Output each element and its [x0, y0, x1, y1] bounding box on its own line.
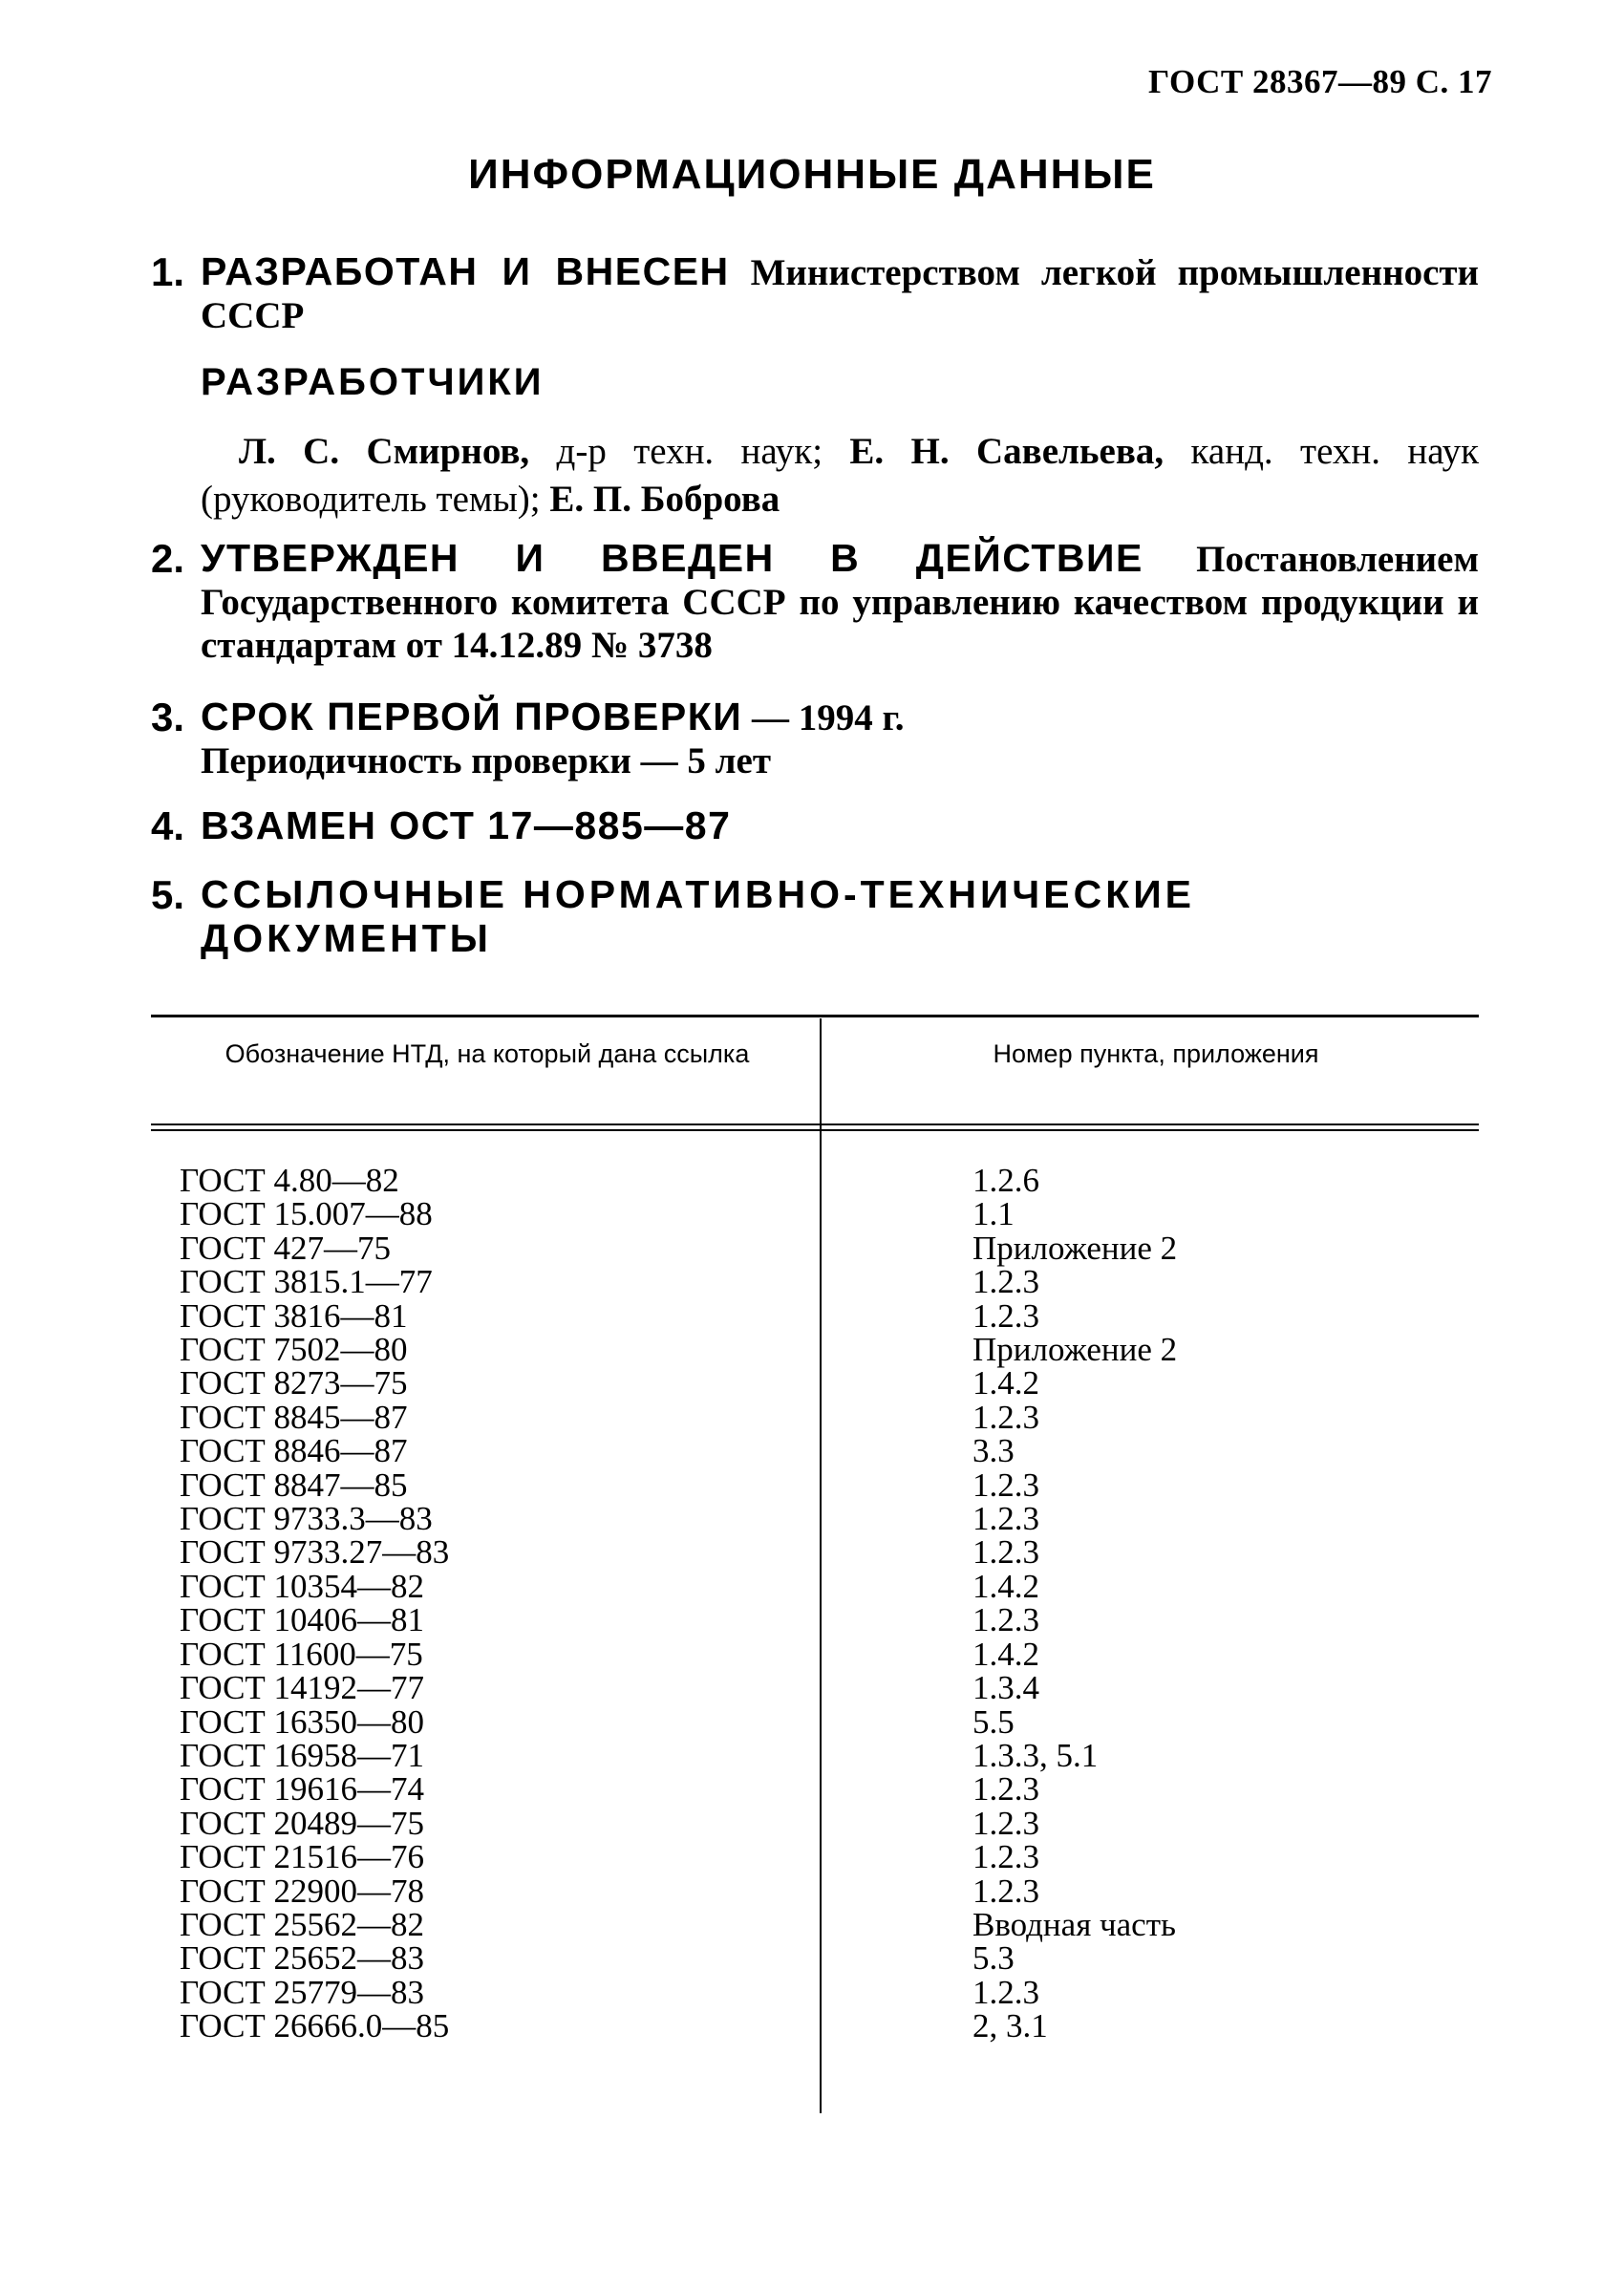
- item-heading: ССЫЛОЧНЫЕ НОРМАТИВНО-ТЕХНИЧЕСКИЕ ДОКУМЕНТЫ: [201, 872, 1196, 960]
- table-cell-clause: 1.4.2: [972, 1635, 1039, 1673]
- table-cell-clause: 1.3.4: [972, 1669, 1039, 1707]
- table-column-divider: [820, 1018, 822, 2113]
- table-cell-clause: 1.2.3: [972, 1838, 1039, 1876]
- table-cell-clause: 2, 3.1: [972, 2007, 1048, 2045]
- document-list: [180, 1164, 791, 2044]
- table-cell-clause: 1.2.3: [972, 1500, 1039, 1538]
- item-number: 2.: [151, 536, 185, 581]
- item-text: Постановлением Государственного комитета СССР по управлению качеством продукции и стандартам от 14.12.89 № 3738: [201, 539, 1480, 666]
- author-name: Л. С. Смирнов,: [239, 431, 530, 472]
- item-text: Министерством легкой промышленности СССР: [201, 252, 1480, 336]
- table-cell-clause: 1.2.3: [972, 1263, 1039, 1301]
- table-header-document: Обозначение НТД, на который дана ссылка: [224, 1039, 750, 1068]
- table-cell-clause: 3.3: [972, 1432, 1015, 1470]
- table-cell-document: ГОСТ 3815.1—77: [180, 1263, 433, 1301]
- table-cell-document: ГОСТ 20489—75: [180, 1804, 425, 1842]
- table-cell-document: ГОСТ 8847—85: [180, 1466, 408, 1504]
- item-heading: СРОК ПЕРВОЙ ПРОВЕРКИ: [201, 695, 743, 738]
- table-cell-document: ГОСТ 3816—81: [180, 1296, 408, 1335]
- page-header-code: ГОСТ 28367—89 С. 17: [1148, 63, 1492, 100]
- author-role: канд. техн. наук (руководитель темы);: [201, 431, 1480, 520]
- table-cell-clause: 1.4.2: [972, 1364, 1039, 1402]
- developers-heading: РАЗРАБОТЧИКИ: [201, 361, 545, 403]
- clause-list: [972, 1164, 1469, 2044]
- table-cell-clause: 1.2.3: [972, 1398, 1039, 1436]
- table-cell-clause: Вводная часть: [972, 1905, 1176, 1943]
- author-role: д-р техн. наук;: [556, 431, 823, 472]
- item-heading: РАЗРАБОТАН И ВНЕСЕН: [201, 249, 730, 293]
- table-cell-clause: 1.2.3: [972, 1533, 1039, 1572]
- table-cell-clause: Приложение 2: [972, 1331, 1178, 1369]
- table-cell-clause: 5.5: [972, 1702, 1015, 1741]
- table-header-clause: Номер пункта, приложения: [993, 1039, 1319, 1068]
- table-cell-document: ГОСТ 16958—71: [180, 1736, 425, 1774]
- table-cell-clause: 1.4.2: [972, 1567, 1039, 1605]
- table-cell-document: ГОСТ 25562—82: [180, 1905, 425, 1943]
- table-top-rule: [151, 1015, 1479, 1017]
- table-cell-document: ГОСТ 25779—83: [180, 1973, 425, 2011]
- table-cell-document: ГОСТ 4.80—82: [180, 1162, 399, 1199]
- table-cell-document: ГОСТ 10354—82: [180, 1567, 425, 1605]
- author-name: Е. П. Боброва: [549, 479, 780, 520]
- table-cell-document: ГОСТ 22900—78: [180, 1872, 425, 1910]
- table-cell-clause: 5.3: [972, 1939, 1015, 1978]
- table-cell-clause: Приложение 2: [972, 1229, 1178, 1267]
- item-heading: ВЗАМЕН ОСТ 17—885—87: [201, 803, 732, 847]
- table-cell-clause: 1.2.3: [972, 1872, 1039, 1910]
- info-item-2: [151, 537, 1479, 667]
- table-cell-clause: 1.3.3, 5.1: [972, 1736, 1099, 1774]
- developers-list: [201, 428, 1479, 524]
- table-cell-document: ГОСТ 15.007—88: [180, 1195, 433, 1233]
- table-cell-document: ГОСТ 8845—87: [180, 1398, 408, 1436]
- table-cell-document: ГОСТ 8273—75: [180, 1364, 408, 1402]
- table-cell-clause: 1.2.3: [972, 1770, 1039, 1808]
- table-cell-document: ГОСТ 19616—74: [180, 1770, 425, 1808]
- info-item-5: [151, 873, 1479, 961]
- table-cell-clause: 1.1: [972, 1195, 1015, 1233]
- table-cell-document: ГОСТ 26666.0—85: [180, 2007, 450, 2045]
- table-header-rule: [151, 1124, 1479, 1125]
- table-cell-clause: 1.2.3: [972, 1973, 1039, 2011]
- author-name: Е. Н. Савельева,: [849, 431, 1165, 472]
- table-cell-document: ГОСТ 21516—76: [180, 1838, 425, 1876]
- table-cell-clause: 1.2.3: [972, 1601, 1039, 1639]
- table-cell-document: ГОСТ 7502—80: [180, 1331, 408, 1369]
- table-cell-document: ГОСТ 9733.3—83: [180, 1500, 433, 1538]
- table-cell-document: ГОСТ 25652—83: [180, 1939, 425, 1978]
- item-heading: УТВЕРЖДЕН И ВВЕДЕН В ДЕЙСТВИЕ: [201, 536, 1143, 580]
- info-item-4: [151, 804, 1479, 848]
- table-cell-document: ГОСТ 8846—87: [180, 1432, 408, 1470]
- item-subline: Периодичность проверки — 5 лет: [201, 740, 771, 781]
- item-number: 1.: [151, 249, 185, 294]
- info-item-1: [151, 250, 1479, 337]
- table-header-rule-double: [151, 1129, 1479, 1131]
- table-cell-document: ГОСТ 16350—80: [180, 1702, 425, 1741]
- table-cell-document: ГОСТ 10406—81: [180, 1601, 425, 1639]
- table-cell-clause: 1.2.3: [972, 1804, 1039, 1842]
- info-item-3: [151, 696, 1479, 782]
- page-title: ИНФОРМАЦИОННЫЕ ДАННЫЕ: [468, 151, 1156, 198]
- item-text: — 1994 г.: [751, 697, 905, 738]
- item-number: 4.: [151, 803, 185, 848]
- table-cell-clause: 1.2.3: [972, 1466, 1039, 1504]
- table-cell-clause: 1.2.3: [972, 1296, 1039, 1335]
- table-cell-document: ГОСТ 11600—75: [180, 1635, 423, 1673]
- item-number: 3.: [151, 695, 185, 739]
- table-cell-document: ГОСТ 9733.27—83: [180, 1533, 450, 1572]
- table-cell-document: ГОСТ 427—75: [180, 1229, 392, 1267]
- table-cell-document: ГОСТ 14192—77: [180, 1669, 425, 1707]
- item-number: 5.: [151, 872, 185, 917]
- table-cell-clause: 1.2.6: [972, 1162, 1039, 1199]
